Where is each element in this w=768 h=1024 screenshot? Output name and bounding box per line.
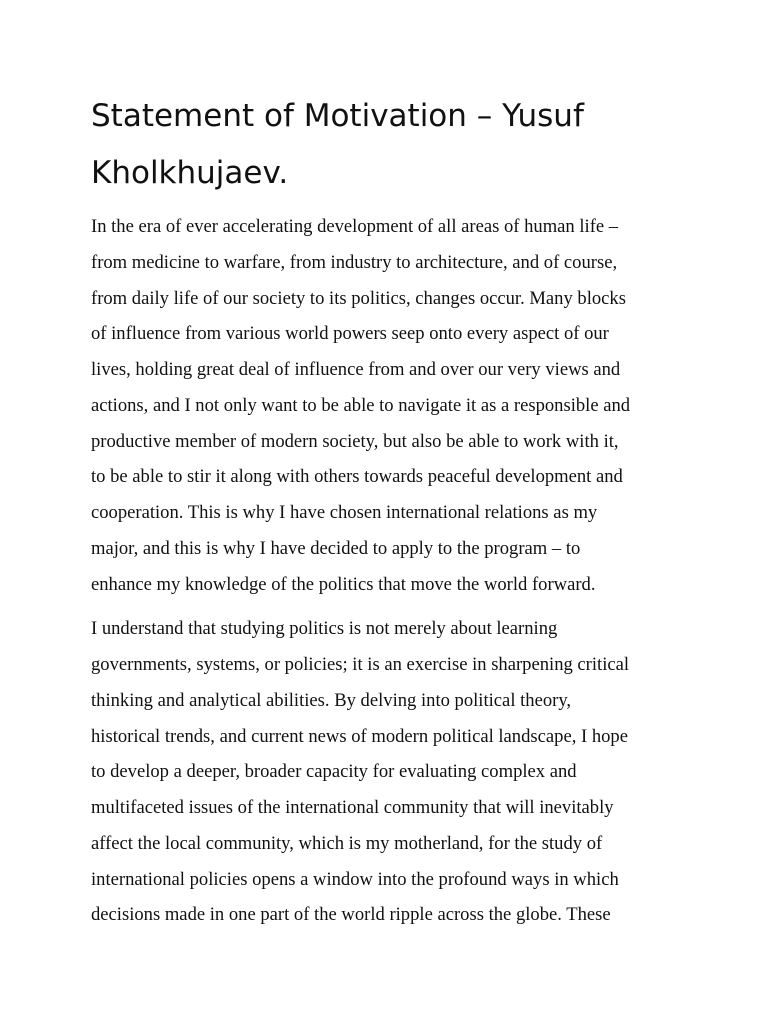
text-line: major, and this is why I have decided to apply to the program – to bbox=[91, 537, 581, 559]
text-line: historical trends, and current news of modern political landscape, I hope bbox=[91, 725, 628, 747]
text-line: cooperation. This is why I have chosen international relations as my bbox=[91, 502, 598, 523]
body-paragraph bbox=[91, 209, 681, 602]
text-line: from daily life of our society to its politics, changes occur. Many blocks bbox=[91, 287, 626, 309]
body-paragraph bbox=[91, 611, 681, 933]
text-line: lives, holding great deal of influence from and over our very views and bbox=[91, 359, 621, 380]
document-page bbox=[91, 88, 681, 933]
text-line: decisions made in one part of the world ripple across the globe. These bbox=[91, 904, 611, 926]
text-line: of influence from various world powers seep onto every aspect of our bbox=[91, 323, 609, 345]
text-line: to be able to stir it along with others towards peaceful development and bbox=[91, 466, 623, 488]
title-line: Statement of Motivation – Yusuf bbox=[91, 98, 584, 134]
text-line: I understand that studying politics is not merely about learning bbox=[91, 618, 558, 640]
text-line: from medicine to warfare, from industry to architecture, and of course, bbox=[91, 251, 618, 273]
document-title bbox=[91, 88, 681, 202]
text-line: thinking and analytical abilities. By delving into political theory, bbox=[91, 689, 572, 711]
text-line: In the era of ever accelerating development of all areas of human life – bbox=[91, 216, 619, 237]
text-line: productive member of modern society, but also be able to work with it, bbox=[91, 430, 619, 452]
text-line: affect the local community, which is my motherland, for the study of bbox=[91, 832, 603, 854]
text-line: enhance my knowledge of the politics that move the world forward. bbox=[91, 573, 596, 595]
text-line: to develop a deeper, broader capacity for evaluating complex and bbox=[91, 761, 577, 783]
text-line: actions, and I not only want to be able to navigate it as a responsible and bbox=[91, 394, 631, 416]
title-line: Kholkhujaev. bbox=[91, 155, 289, 191]
text-line: governments, systems, or policies; it is an exercise in sharpening critical bbox=[91, 654, 630, 675]
text-line: multifaceted issues of the international community that will inevitably bbox=[91, 797, 614, 818]
text-line: international policies opens a window into the profound ways in which bbox=[91, 868, 619, 890]
